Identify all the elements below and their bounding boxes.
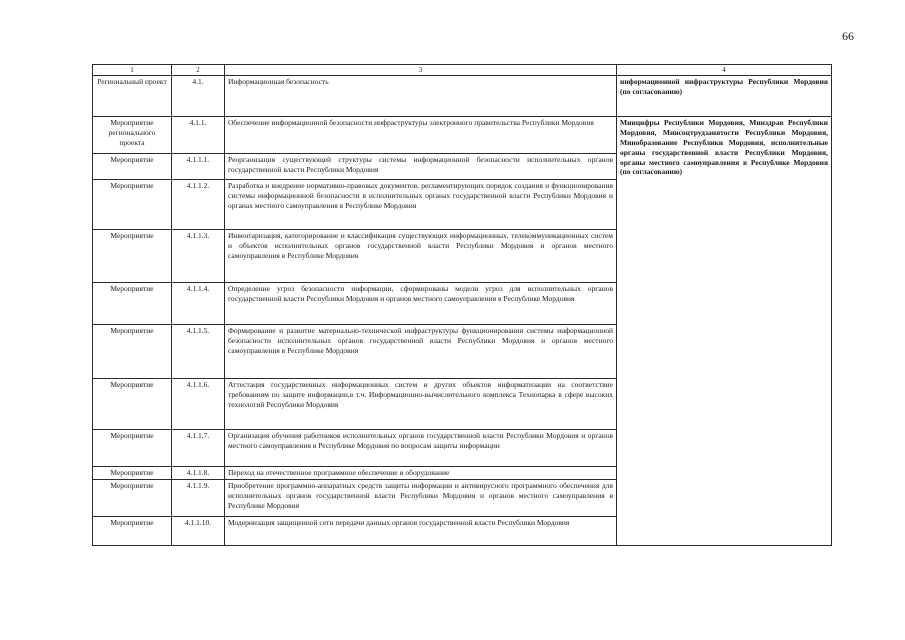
row-type: Мероприятие <box>93 325 172 379</box>
row-code: 4.1.1.10. <box>172 517 225 546</box>
row-description: Приобретение программно-аппаратных средств защиты информации и антивирусного программного обеспечения для исполнительных органов государственной власти Республики Мордовия и органов местного самоуправления в Республике Мордовия <box>225 480 617 517</box>
row-description: Обеспечение информационной безопасности инфраструктуры электронного правительства Республики Мордовия <box>225 117 617 154</box>
measures-table <box>92 64 832 546</box>
row-description: Модернизация защищенной сети передачи данных органов государственной власти Республики Мордовия <box>225 517 617 546</box>
row-code: 4.1.1.3. <box>172 230 225 283</box>
responsible-cell: Минцифры Республики Мордовия, Минздрав Республики Мордовия, Минсоцтрудзанятости Республики Мордовия, Минобразование Республики Мордовия, исполнительные органы государственной власти Республики Мордовия, органы местного самоуправления в Республике Мордовия (по согласованию) <box>617 117 832 546</box>
row-type: Мероприятие <box>93 154 172 180</box>
column-number: 4 <box>617 65 832 76</box>
row-code: 4.1.1.9. <box>172 480 225 517</box>
row-description: Инвентаризация, категорирование и классификация существующих информационных, телекоммуникационных систем и объектов исполнительных органов государственной власти Республики Мордовия и органов местного самоуправления в Республике Мордовия <box>225 230 617 283</box>
row-description: Определение угроз безопасности информации, сформированы модели угроз для исполнительных органов государственной власти Республики Мордовия и органов местного самоуправления в Республике Мордовия <box>225 283 617 325</box>
column-number-row <box>93 65 832 76</box>
row-type: Мероприятие <box>93 379 172 430</box>
table-row <box>93 117 832 154</box>
row-type: Мероприятие <box>93 430 172 467</box>
row-code: 4.1.1.5. <box>172 325 225 379</box>
column-number: 1 <box>93 65 172 76</box>
row-code: 4.1.1.8. <box>172 467 225 480</box>
row-type: Мероприятие <box>93 467 172 480</box>
row-code: 4.1.1.2. <box>172 180 225 230</box>
row-type: Мероприятие <box>93 283 172 325</box>
row-description: Аттестация государственных информационных систем и других объектов информатизации на соответствие требованиям по защите информации,в т.ч. Информационно-вычислительного комплекса Технопарка в сфере высоких технологий Республики Мордовия <box>225 379 617 430</box>
row-type: Региональный проект <box>93 76 172 117</box>
row-description: Формирование и развитие материально-технической инфраструктуры функционирования системы информационной безопасности исполнительных органов государственной власти Республики Мордовия и органов местного самоуправления в Республике Мордовия <box>225 325 617 379</box>
row-code: 4.1.1.4. <box>172 283 225 325</box>
page-number: 66 <box>842 29 854 43</box>
column-number: 3 <box>225 65 617 76</box>
row-type: Мероприятие регионального проекта <box>93 117 172 154</box>
row-code: 4.1.1.6. <box>172 379 225 430</box>
row-description: Организация обучения работников исполнительных органов государственной власти Республики Мордовия и органов местного самоуправления в Республике Мордовия по вопросам защиты информации <box>225 430 617 467</box>
row-description: Информационная безопасность <box>225 76 617 117</box>
row-type: Мероприятие <box>93 230 172 283</box>
row-description: Реорганизация существующей структуры системы информационной безопасности исполнительных органов государственной власти Республики Мордовия <box>225 154 617 180</box>
row-type: Мероприятие <box>93 480 172 517</box>
row-code: 4.1.1. <box>172 117 225 154</box>
column-number: 2 <box>172 65 225 76</box>
row-code: 4.1.1.7. <box>172 430 225 467</box>
row-description: Разработка и внедрение нормативно-правовых документов, регламентирующих порядок создания и функционирования системы информационной безопасности в исполнительных органах государственной власти Республики Мордовия и органах местного самоуправления в Республике Мордовия <box>225 180 617 230</box>
row-code: 4.1. <box>172 76 225 117</box>
table-row <box>93 76 832 117</box>
row-code: 4.1.1.1. <box>172 154 225 180</box>
row-description: Переход на отечественное программное обеспечение и оборудование <box>225 467 617 480</box>
row-type: Мероприятие <box>93 517 172 546</box>
responsible-cell: информационной инфраструктуры Республики Мордовия (по согласованию) <box>617 76 832 117</box>
row-type: Мероприятие <box>93 180 172 230</box>
